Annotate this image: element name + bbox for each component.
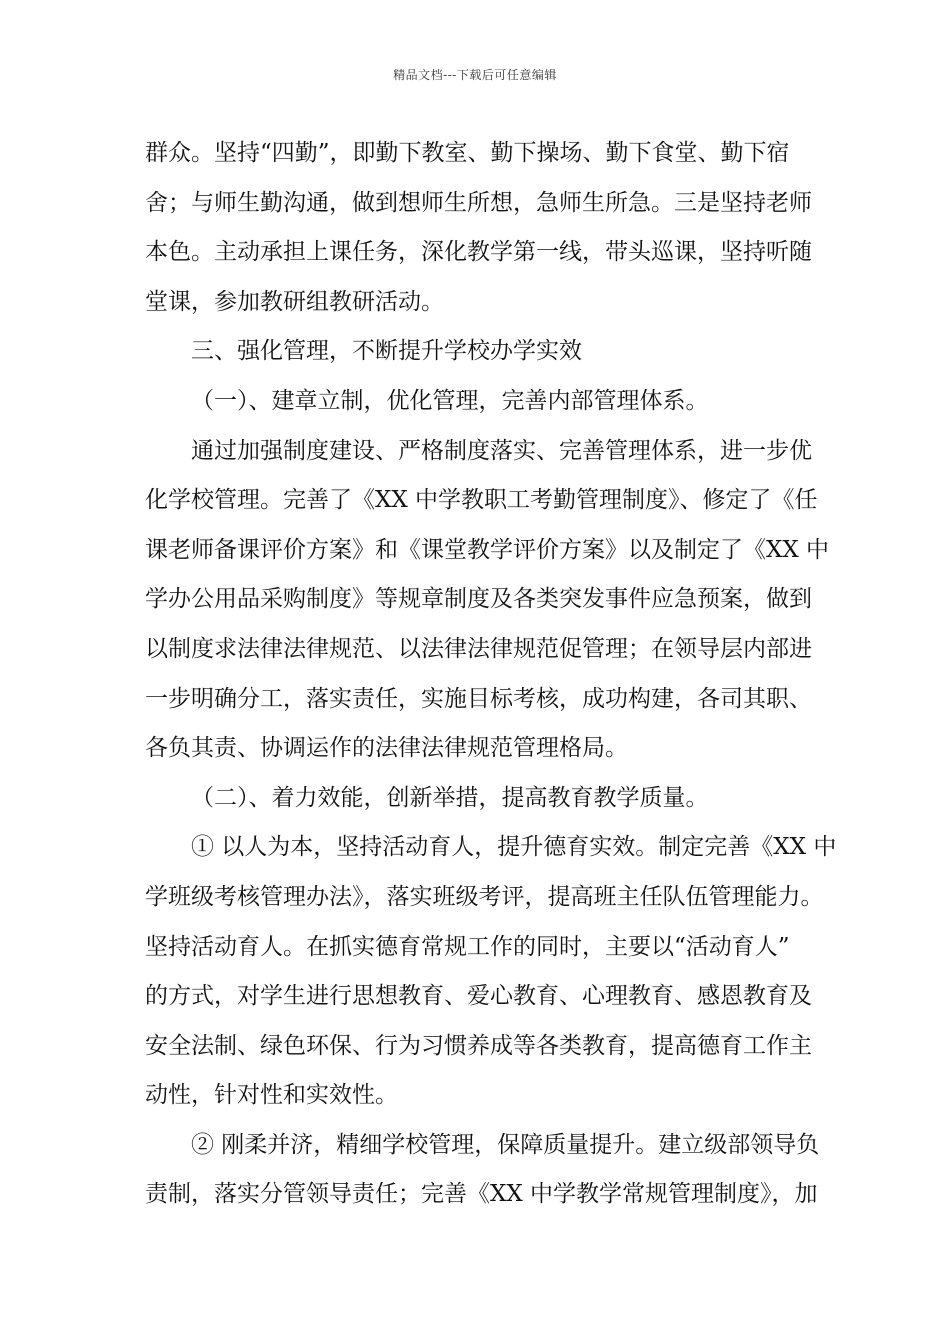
text-line: 的方式，对学生进行思想教育、爱心教育、心理教育、感恩教育及 xyxy=(145,983,812,1010)
text-line: 本色。主动承担上课任务，深化教学第一线，带头巡课，坚持听随 xyxy=(145,239,812,266)
text-line: 动性，针对性和实效性。 xyxy=(145,1082,398,1109)
text-line: 坚持活动育人。在抓实德育常规工作的同时，主要以“活动育人” xyxy=(145,933,790,960)
subsection-heading: （一）、建章立制，优化管理，完善内部管理体系。 xyxy=(191,387,709,414)
paragraph-start: ① 以人为本，坚持活动育人，提升德育实效。制定完善《XX 中 xyxy=(191,834,837,861)
page-header: 精品文档---下载后可任意编辑 xyxy=(393,68,557,82)
text-line: 化学校管理。完善了《XX 中学教职工考勤管理制度》、修定了《任 xyxy=(145,487,818,514)
subsection-heading: （二）、着力效能，创新举措，提高教育教学质量。 xyxy=(191,784,709,811)
text-line: 学办公用品采购制度》等规章制度及各类突发事件应急预案，做到 xyxy=(145,586,812,613)
paragraph-start: 通过加强制度建设、严格制度落实、完善管理体系，进一步优 xyxy=(191,437,812,464)
section-heading: 三、强化管理，不断提升学校办学实效 xyxy=(191,338,582,365)
paragraph-start: ② 刚柔并济，精细学校管理，保障质量提升。建立级部领导负 xyxy=(191,1131,820,1158)
text-line: 学班级考核管理办法》，落实班级考评，提高班主任队伍管理能力。 xyxy=(145,883,824,910)
text-line: 以制度求法律法律规范、以法律法律规范促管理；在领导层内部进 xyxy=(145,635,812,662)
text-line: 安全法制、绿色环保、行为习惯养成等各类教育，提高德育工作主 xyxy=(145,1032,812,1059)
text-line: 舍；与师生勤沟通，做到想师生所想，急师生所急。三是坚持老师 xyxy=(145,189,812,216)
text-line: 一步明确分工，落实责任，实施目标考核，成功构建，各司其职、 xyxy=(145,685,812,712)
text-line: 责制，落实分管领导责任；完善《XX 中学教学常规管理制度》，加 xyxy=(145,1181,818,1208)
text-line: 堂课，参加教研组教研活动。 xyxy=(145,288,444,315)
text-line: 各负其责、协调运作的法律法律规范管理格局。 xyxy=(145,735,628,762)
text-line: 课老师备课评价方案》和《课堂教学评价方案》以及制定了《XX 中 xyxy=(145,536,830,563)
text-line: 群众。坚持“四勤”，即勤下教室、勤下操场、勤下食堂、勤下宿 xyxy=(145,140,790,166)
body-text xyxy=(145,133,835,1224)
